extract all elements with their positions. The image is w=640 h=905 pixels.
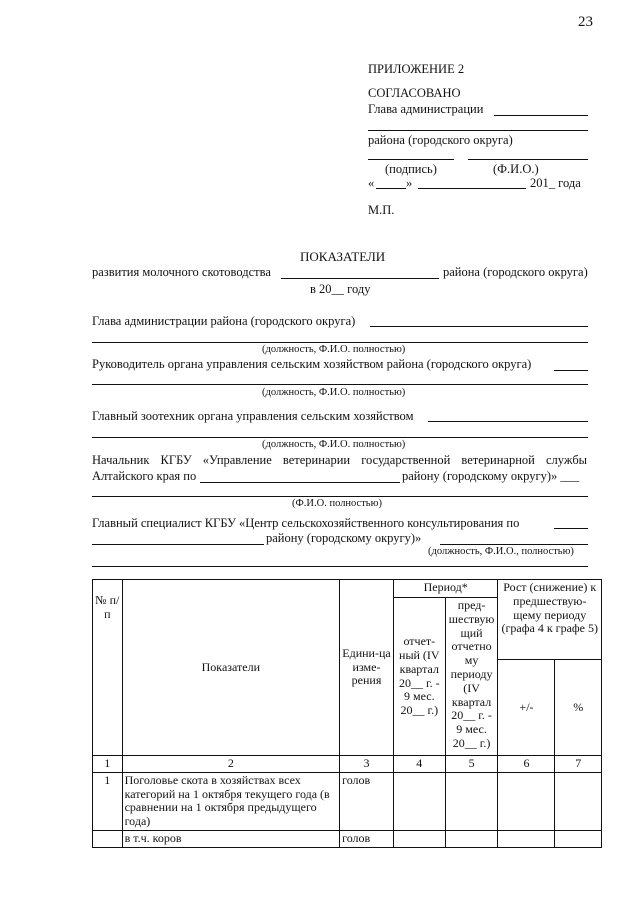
date-year: 201_ года [530, 176, 581, 190]
title-line1-left: развития молочного скотоводства [92, 265, 271, 279]
row-previous-value [445, 772, 498, 830]
header-plus-minus: +/- [498, 660, 555, 756]
row-number: 1 [93, 772, 123, 830]
date-open-quote: « [368, 176, 375, 190]
page-number: 23 [578, 14, 593, 30]
signatory-agri-head-line-end [554, 370, 588, 371]
date-close-quote: » [406, 176, 413, 190]
seal-label: М.П. [368, 203, 395, 217]
row-change-percent [555, 830, 602, 847]
row-unit: голов [340, 830, 394, 847]
signature-line [368, 159, 454, 160]
signatory-vet-label2-right: району (городскому округу)» ___ [402, 469, 580, 483]
signatory-head-admin-label: Глава администрации района (городского округа) [92, 314, 356, 328]
col-number-7: 7 [555, 756, 602, 773]
title-line1-right: района (городского округа) [443, 265, 588, 279]
signatory-zootechnician-caption: (должность, Ф.И.О. полностью) [262, 439, 406, 450]
signatory-agri-head-caption: (должность, Ф.И.О. полностью) [262, 387, 406, 398]
title-year: в 20__ году [310, 282, 371, 296]
signatory-consult-line-tail [440, 544, 588, 545]
row-report-value [393, 830, 445, 847]
district-label: района (городского округа) [368, 133, 513, 147]
signatory-vet-line2 [92, 496, 588, 497]
col-number-3: 3 [340, 756, 394, 773]
signatory-head-admin-line2 [92, 342, 588, 343]
signature-caption: (подпись) [385, 162, 437, 176]
date-month-line [418, 188, 526, 189]
appendix-label: ПРИЛОЖЕНИЕ 2 [368, 62, 465, 76]
col-number-4: 4 [393, 756, 445, 773]
row-change-abs [498, 830, 555, 847]
row-previous-value [445, 830, 498, 847]
signatory-head-admin-line [370, 326, 588, 327]
title-district-line [281, 278, 439, 279]
col-number-1: 1 [93, 756, 123, 773]
signatory-consult-label2: району (городскому округу)» [266, 531, 422, 545]
signatory-consult-label: Главный специалист КГБУ «Центр сельскохозяйственного консультирования по [92, 516, 520, 530]
signatory-vet-caption: (Ф.И.О. полностью) [292, 498, 382, 509]
row-number [93, 830, 123, 847]
header-unit: Едини-ца изме-рения [340, 580, 394, 756]
col-number-5: 5 [445, 756, 498, 773]
signatory-zootechnician-line2 [92, 437, 588, 438]
table-row [93, 830, 602, 847]
head-admin-line [494, 115, 588, 116]
signatory-vet-label: Начальник КГБУ «Управление ветеринарии государственной ветеринарной службы [92, 453, 588, 467]
row-report-value [393, 772, 445, 830]
header-indicators: Показатели [122, 580, 340, 756]
header-period: Период* [393, 580, 498, 598]
signatory-zootechnician-line [428, 421, 588, 422]
indicators-table [92, 579, 602, 848]
row-indicator: в т.ч. коров [122, 830, 340, 847]
fio-caption: (Ф.И.О.) [493, 162, 539, 176]
head-admin-label: Глава администрации [368, 102, 484, 116]
signatory-consult-caption: (должность, Ф.И.О., полностью) [428, 546, 574, 557]
signatory-agri-head-line2 [92, 384, 588, 385]
header-growth: Рост (снижение) к предшествую-щему периоду (графа 4 к графе 5) [498, 580, 602, 660]
table-row [93, 772, 602, 830]
signatory-consult-line-end [554, 528, 588, 529]
row-change-percent [555, 772, 602, 830]
row-unit: голов [340, 772, 394, 830]
admin-extra-line [368, 130, 588, 131]
signatory-agri-head-label: Руководитель органа управления сельским хозяйством района (городского округа) [92, 357, 532, 371]
signatory-consult-line3 [92, 566, 588, 567]
signatory-consult-district-line [92, 544, 264, 545]
fio-line [468, 159, 588, 160]
header-percent: % [555, 660, 602, 756]
header-report-period: отчет-ный (IV квартал 20__ г. - 9 мес. 20__ г.) [393, 598, 445, 756]
signatory-head-admin-caption: (должность, Ф.И.О. полностью) [262, 344, 406, 355]
signatory-vet-district-line [200, 482, 400, 483]
agreed-label: СОГЛАСОВАНО [368, 86, 461, 100]
row-change-abs [498, 772, 555, 830]
row-indicator: Поголовье скота в хозяйствах всех категорий на 1 октября текущего года (в сравнении на 1 октября предыдущего года) [122, 772, 340, 830]
header-number: № п/п [93, 580, 123, 756]
header-previous-period: пред-шествую щий отчетно му периоду (IV квартал 20__ г. - 9 мес. 20__ г.) [445, 598, 498, 756]
col-number-2: 2 [122, 756, 340, 773]
document-title: ПОКАЗАТЕЛИ [300, 249, 386, 264]
date-day-line [376, 188, 406, 189]
signatory-zootechnician-label: Главный зоотехник органа управления сельским хозяйством [92, 409, 414, 423]
signatory-vet-label2-left: Алтайского края по [92, 469, 197, 483]
col-number-6: 6 [498, 756, 555, 773]
